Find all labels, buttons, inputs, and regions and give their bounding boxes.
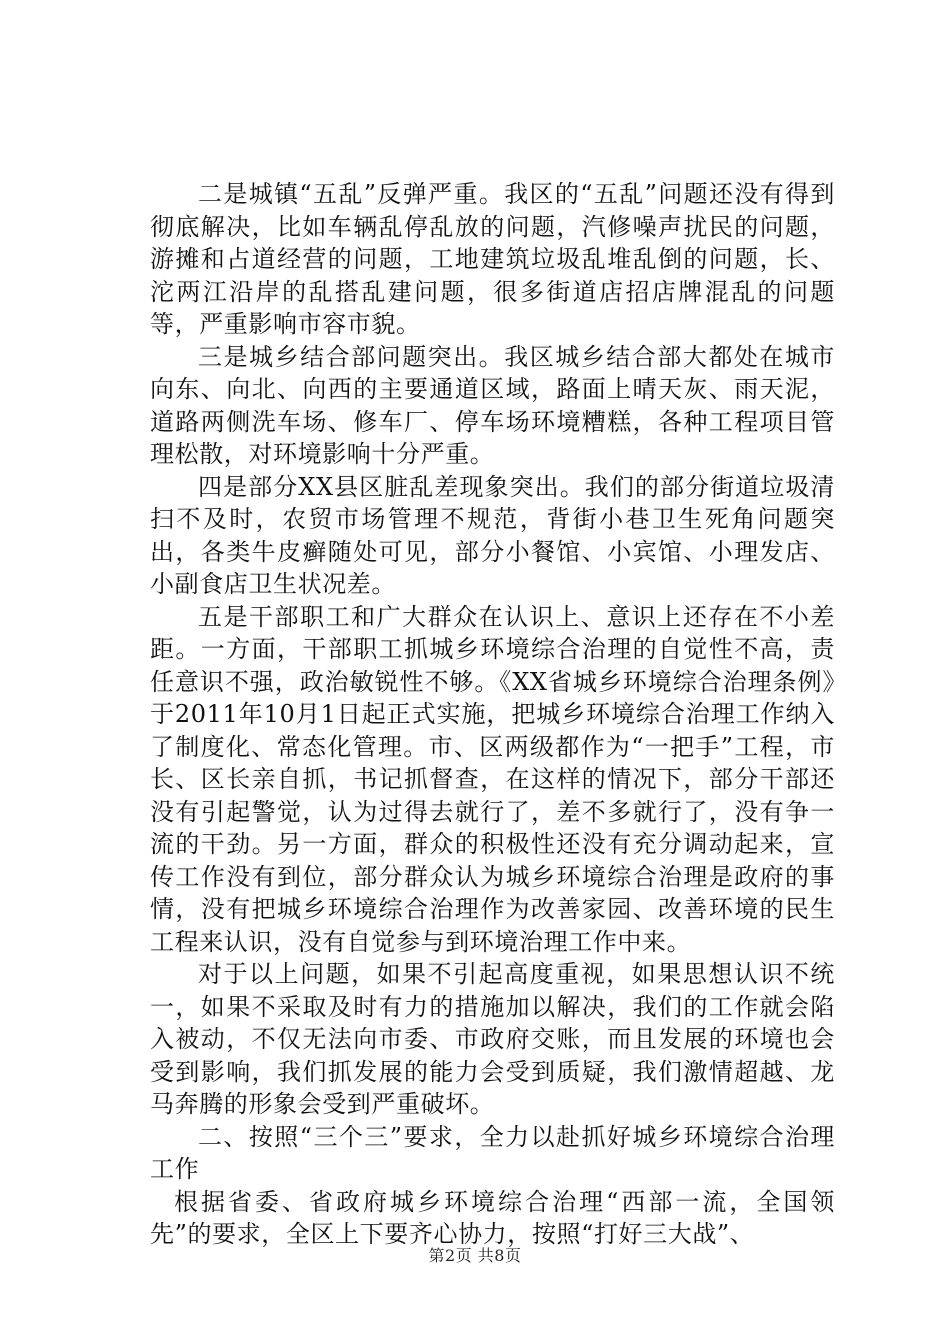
page-indicator: 第2页 共8页 <box>428 1246 522 1265</box>
paragraph-five-chaos: 二是城镇“五乱”反弹严重。我区的“五乱”问题还没有得到彻底解决，比如车辆乱停乱放的问题，汽修噪声扰民的问题，游摊和占道经营的问题，工地建筑垃圾乱堆乱倒的问题，长、沱两江沿岸的乱搭乱建问题，很多街道店招店牌混乱的问题等，严重影响市容市貌。 <box>150 180 835 338</box>
paragraph-consequences: 对于以上问题，如果不引起高度重视，如果思想认识不统一，如果不采取及时有力的措施加以解决，我们的工作就会陷入被动，不仅无法向市委、市政府交账，而且发展的环境也会受到影响，我们抓发展的能力会受到质疑，我们激情超越、龙马奔腾的形象会受到严重破坏。 <box>150 960 835 1118</box>
section-heading-three-threes: 二、按照“三个三”要求，全力以赴抓好城乡环境综合治理工作 <box>150 1122 835 1183</box>
paragraph-awareness-gap: 五是干部职工和广大群众在认识上、意识上还存在不小差距。一方面，干部职工抓城乡环境综合治理的自觉性不高，责任意识不强，政治敏锐性不够。《XX省城乡环境综合治理条例》于2011年10月1日起正式实施，把城乡环境综合治理工作纳入了制度化、常态化管理。市、区两级都作为“一把手”工程，市长、区长亲自抓，书记抓督查，在这样的情况下，部分干部还没有引起警觉，认为过得去就行了，差不多就行了，没有争一流的干劲。另一方面，群众的积极性还没有充分调动起来，宣传工作没有到位，部分群众认为城乡环境综合治理是政府的事情，没有把城乡环境综合治理作为改善家园、改善环境的民生工程来认识，没有自觉参与到环境治理工作中来。 <box>150 602 835 956</box>
paragraph-urban-rural-fringe: 三是城乡结合部问题突出。我区城乡结合部大都处在城市向东、向北、向西的主要通道区域，路面上晴天灰、雨天泥，道路两侧洗车场、修车厂、停车场环境糟糕，各种工程项目管理松散，对环境影响十分严重。 <box>150 342 835 468</box>
document-body <box>150 178 835 1251</box>
paragraph-dirty-messy: 四是部分XX县区脏乱差现象突出。我们的部分街道垃圾清扫不及时，农贸市场管理不规范，背街小巷卫生死角问题突出，各类牛皮癣随处可见，部分小餐馆、小宾馆、小理发店、小副食店卫生状况差。 <box>150 472 835 598</box>
paragraph-requirements: 根据省委、省政府城乡环境综合治理“西部一流，全国领先”的要求，全区上下要齐心协力，按照“打好三大战”、 <box>150 1187 835 1248</box>
